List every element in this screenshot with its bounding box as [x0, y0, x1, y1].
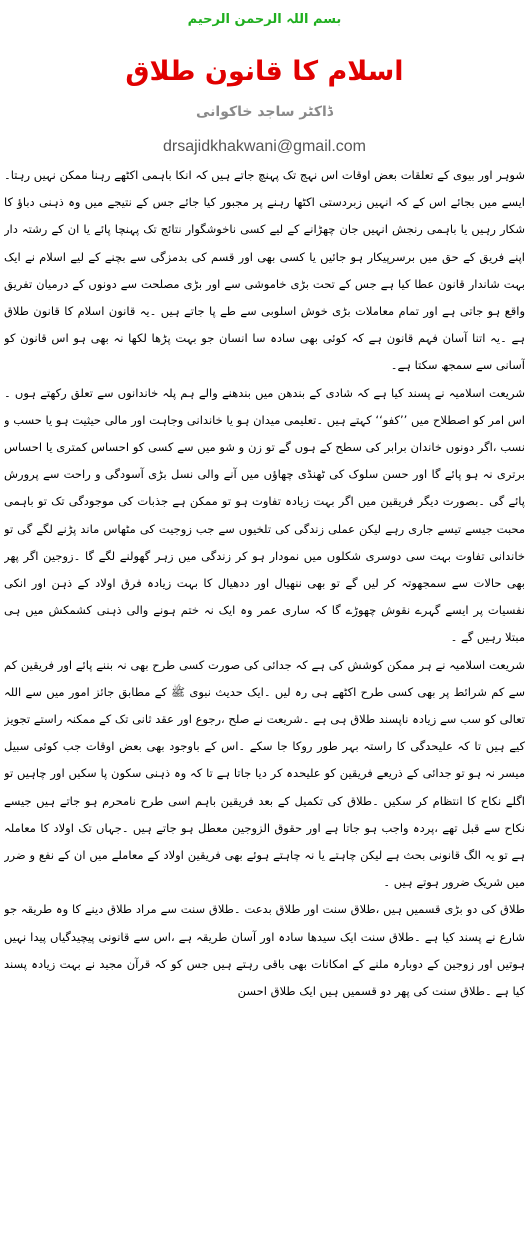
paragraph-3: شریعت اسلامیہ نے ہر ممکن کوشش کی ہے کہ جدائی کی صورت کسی طرح بھی نہ بننے پائے اور فریقین کم سے کم شرائط پر بھی کسی طرح اکٹھے ہی رہ لیں ۔ایک حدیث نبوی ﷺ کے مطابق جائز امور میں سے اللہ تعالی کو سب سے زیادہ ناپسند طلاق ہی ہے ۔شریعت نے صلح ،رجوع اور عقد ثانی تک کے ممکنہ راستے تجویز کیے ہیں تا کہ علیحدگی کا راستہ بہر طور روکا جا سکے ۔اس کے باوجود بھی بعض اوقات جب کوئی سبیل میسر نہ ہو تو جدائی کے ذریعے فریقین کو علیحدہ کر دیا جاتا ہے تا کہ وہ ذہنی سکون پا سکیں اور چاہیں تو اگلے نکاح کا انتظام کر سکیں ۔طلاق کی تکمیل کے بعد فریقین باہم اسی طرح نامحرم ہو جاتے ہیں جیسے نکاح سے قبل تھے ،پردہ واجب ہو جاتا ہے اور حقوق الزوجین معطل ہو جاتے ہیں ۔جہاں تک اولاد کا معاملہ ہے تو یہ الگ قانونی بحث ہے لیکن چاہتے یا نہ چاہتے ہوئے بھی فریقین اولاد کے معاملے میں ان کے نفع و ضرر میں شریک ضرور ہوتے ہیں ۔ [4, 657, 525, 890]
paragraph-2: شریعت اسلامیہ نے پسند کیا ہے کہ شادی کے بندھن میں بندھنے والے ہم پلہ خاندانوں سے تعلق رکھتے ہوں ۔اس امر کو اصطلاح میں ’’کفو‘‘ کہتے ہیں ۔تعلیمی میدان ہو یا خاندانی وجاہت اور مالی حیثیت ہو یا حسب و نسب ،اگر دونوں خاندان برابر کی سطح کے ہوں گے تو زن و شو میں سے کسی کو احساس کمتری یا احساس برتری نہ ہو پائے گا اور حسن سلوک کی ٹھنڈی چھاؤں میں آنے والی نسل بڑی آسودگی و راحت سے پرورش پائے گی ۔بصورت دیگر فریقین میں اگر بہت زیادہ تفاوت ہو تو ممکن ہے جذبات کی موجودگی تک تو باہمی محبت جیسے تیسے جاری رہے لیکن عملی زندگی کی تلخیوں سے جب زوجیت کی مٹھاس ماند پڑنے لگے گی تو خاندانی تفاوت بہت سی دوسری شکلوں میں نمودار ہو کر زندگی میں زہر گھولنے لگے گا ۔زوجین اگر پھر بھی حالات سے سمجھوتہ کر لیں گے تو بھی ننھیال اور ددھیال کا بہت زیادہ فرق اولاد کے ذہن اور انکی نفسیات پر ایسے گہرے نقوش چھوڑے گا کہ ساری عمر وہ ایک نہ ختم ہونے والی ذہنی کشمکش میں ہی مبتلا رہیں گے ۔ [4, 385, 525, 645]
article-body [4, 162, 525, 1258]
author-email: drsajidkhakwani@gmail.com [163, 138, 366, 155]
paragraph-4: طلاق کی دو بڑی قسمیں ہیں ،طلاق سنت اور طلاق بدعت ۔طلاق سنت سے مراد طلاق دینے کا وہ طریقہ جو شارع نے پسند کیا ہے ۔طلاق سنت ایک سیدھا سادہ اور آسان طریقہ ہے ،اس سے قانونی پیچیدگیاں پیدا نہیں ہوتیں اور زوجین کے دوبارہ ملنے کے امکانات بھی باقی رہتے ہیں جس کو کہ قرآن مجید نے بہت زیادہ پسند کیا ہے ۔طلاق سنت کی پھر دو قسمیں ہیں ایک طلاق احسن [4, 902, 525, 999]
bismillah-heading: بسم اللہ الرحمن الرحیم [187, 12, 342, 27]
paragraph-1: شوہر اور بیوی کے تعلقات بعض اوقات اس نہج تک پہنچ جاتے ہیں کہ انکا باہمی اکٹھے رہنا ممکن نہیں رہتا۔ایسے میں بجائے اس کے کہ انہیں زبردستی اکٹھا رہنے پر مجبور کیا جائے جس کے نتیجے میں وہ ذہنی دباؤ کا شکار رہیں یا باہمی رنجش انہیں جان چھڑانے کے لیے کسی ناخوشگوار نتائج تک پہنچا پائے یا ان کے رشتہ دار اپنے فریق کے حق میں برسرپیکار ہو جائیں یا کسی بھی اور قسم کی بدمزگی سے بچنے کے لیے اسلام نے ایک بہت شاندار قانون عطا کیا ہے جس کے تحت بڑی خاموشی سے اور بڑی مصلحت سے دونوں کے درمیان تفریق واقع ہو جاتی ہے اور تمام معاملات بڑی خوش اسلوبی سے طے پا جاتے ہیں ۔یہ قانون اسلام کا قانون طلاق ہے ۔یہ اتنا آسان فہم قانون ہے کہ کوئی بھی سادہ سا انسان جو بہت پڑھا لکھا نہ بھی ہو اس قانون کو آسانی سے سمجھ سکتا ہے۔ [4, 168, 525, 373]
article-title: اسلام کا قانون طلاق [125, 56, 404, 87]
author-name: ڈاکٹر ساجد خاکوانی [195, 104, 334, 120]
